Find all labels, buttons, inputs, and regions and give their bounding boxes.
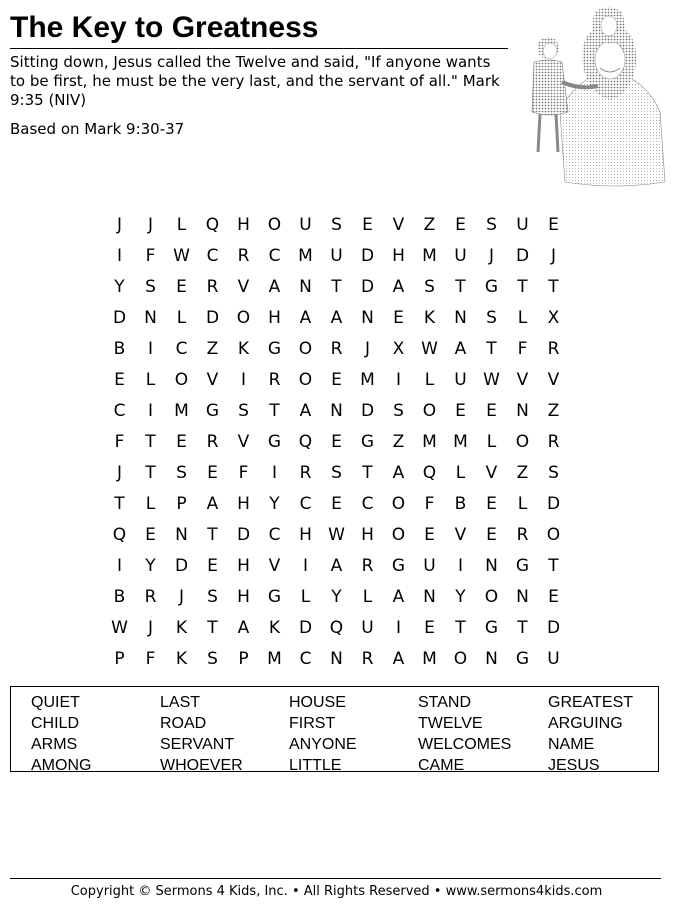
grid-letter: N	[516, 401, 529, 421]
grid-letter: T	[455, 277, 466, 297]
grid-letter: E	[424, 525, 435, 545]
grid-letter: I	[116, 556, 122, 576]
grid-letter: T	[145, 432, 156, 452]
grid-letter: M	[298, 246, 313, 266]
grid-letter: O	[453, 649, 468, 669]
grid-letter: Q	[422, 463, 437, 483]
grid-letter: I	[302, 556, 308, 576]
grid-letter: V	[547, 370, 560, 390]
grid-letter: A	[330, 308, 343, 328]
word-list-box	[10, 686, 659, 772]
grid-letter: G	[515, 556, 530, 576]
word-list-item: ARGUING	[548, 715, 623, 732]
word-list-item: CHILD	[31, 715, 80, 732]
grid-letter: B	[454, 494, 467, 514]
grid-letter: Q	[298, 432, 313, 452]
grid-letter: N	[485, 556, 498, 576]
grid-letter: F	[238, 463, 249, 483]
grid-letter: S	[238, 401, 249, 421]
copyright-footer: Copyright © Sermons 4 Kids, Inc. • All Rights Reserved • www.sermons4kids.com	[70, 884, 603, 899]
grid-letter: A	[299, 401, 312, 421]
grid-letter: Z	[423, 215, 436, 235]
grid-row	[104, 272, 569, 303]
grid-letter: I	[395, 370, 401, 390]
grid-letter: N	[330, 649, 343, 669]
grid-letter: S	[207, 587, 218, 607]
grid-row	[104, 582, 569, 613]
grid-letter: K	[175, 618, 188, 638]
grid-letter: U	[299, 215, 312, 235]
word-list-item: JESUS	[548, 757, 600, 774]
word-list-item: ROAD	[160, 715, 207, 732]
grid-letter: A	[392, 649, 405, 669]
grid-letter: O	[515, 432, 530, 452]
grid-letter: T	[517, 618, 528, 638]
grid-letter: D	[360, 277, 375, 297]
grid-letter: J	[116, 463, 122, 483]
grid-letter: E	[393, 308, 404, 328]
grid-letter: S	[331, 215, 342, 235]
grid-letter: R	[516, 525, 529, 545]
grid-letter: T	[548, 277, 559, 297]
word-list-column	[31, 692, 91, 776]
grid-letter: E	[455, 401, 466, 421]
grid-row	[104, 303, 569, 334]
word-list-column	[418, 692, 511, 776]
word-list-item: FIRST	[289, 715, 336, 732]
grid-letter: U	[454, 370, 467, 390]
grid-letter: T	[517, 277, 528, 297]
grid-letter: Y	[455, 587, 466, 607]
grid-letter: Z	[547, 401, 560, 421]
grid-letter: R	[144, 587, 157, 607]
grid-letter: E	[114, 370, 125, 390]
grid-letter: K	[268, 618, 281, 638]
word-list-item: ANYONE	[289, 736, 357, 753]
grid-letter: J	[178, 587, 184, 607]
grid-letter: N	[330, 401, 343, 421]
grid-letter: M	[360, 370, 375, 390]
grid-letter: I	[116, 246, 122, 266]
grid-letter: G	[360, 432, 375, 452]
grid-row	[104, 520, 569, 551]
grid-letter: M	[422, 246, 437, 266]
word-list-item: STAND	[418, 694, 472, 711]
grid-letter: E	[548, 587, 559, 607]
grid-letter: D	[112, 308, 127, 328]
grid-letter: H	[361, 525, 374, 545]
grid-letter: I	[395, 618, 401, 638]
grid-letter: O	[267, 215, 282, 235]
grid-letter: U	[516, 215, 529, 235]
grid-letter: U	[423, 556, 436, 576]
grid-letter: C	[299, 494, 312, 514]
grid-letter: E	[207, 556, 218, 576]
grid-letter: V	[206, 370, 219, 390]
grid-letter: A	[392, 463, 405, 483]
grid-letter: G	[267, 587, 282, 607]
grid-letter: I	[271, 463, 277, 483]
grid-letter: T	[362, 463, 373, 483]
grid-letter: A	[330, 556, 343, 576]
grid-letter: E	[331, 370, 342, 390]
grid-letter: N	[423, 587, 436, 607]
grid-letter: F	[114, 432, 125, 452]
grid-letter: G	[205, 401, 220, 421]
grid-letter: O	[298, 370, 313, 390]
grid-letter: L	[517, 308, 528, 328]
grid-letter: J	[550, 246, 556, 266]
grid-letter: V	[237, 277, 250, 297]
grid-letter: O	[174, 370, 189, 390]
grid-letter: U	[330, 246, 343, 266]
grid-letter: D	[546, 494, 561, 514]
grid-letter: G	[484, 618, 499, 638]
grid-row	[104, 613, 569, 644]
grid-letter: Q	[329, 618, 344, 638]
grid-letter: J	[364, 339, 370, 359]
grid-letter: S	[424, 277, 435, 297]
word-list-item: QUIET	[31, 694, 80, 711]
grid-letter: T	[207, 618, 218, 638]
word-list-item: AMONG	[31, 757, 92, 774]
grid-letter: D	[174, 556, 189, 576]
grid-letter: S	[145, 277, 156, 297]
word-list-item: WELCOMES	[418, 736, 512, 753]
word-list-column	[160, 692, 243, 776]
grid-letter: A	[454, 339, 467, 359]
grid-letter: R	[237, 246, 250, 266]
grid-letter: W	[111, 618, 128, 638]
grid-letter: E	[145, 525, 156, 545]
word-list-item: WHOEVER	[160, 757, 243, 774]
grid-letter: K	[237, 339, 250, 359]
grid-letter: W	[328, 525, 345, 545]
word-list-column	[289, 692, 357, 776]
grid-letter: P	[176, 494, 187, 514]
grid-row	[104, 551, 569, 582]
grid-letter: D	[546, 618, 561, 638]
grid-letter: O	[546, 525, 561, 545]
grid-letter: T	[207, 525, 218, 545]
grid-row	[104, 458, 569, 489]
word-list-item: ARMS	[31, 736, 78, 753]
grid-letter: E	[486, 525, 497, 545]
grid-letter: T	[548, 556, 559, 576]
grid-letter: O	[391, 494, 406, 514]
word-list-column	[548, 692, 633, 776]
grid-letter: T	[486, 339, 497, 359]
grid-row	[104, 210, 569, 241]
grid-letter: J	[147, 215, 153, 235]
grid-letter: S	[207, 649, 218, 669]
word-search-grid	[104, 210, 569, 675]
grid-letter: C	[175, 339, 188, 359]
grid-letter: N	[516, 587, 529, 607]
grid-letter: A	[268, 277, 281, 297]
grid-letter: U	[454, 246, 467, 266]
grid-letter: I	[147, 339, 153, 359]
grid-letter: H	[392, 246, 405, 266]
grid-letter: S	[486, 215, 497, 235]
grid-letter: C	[268, 246, 281, 266]
grid-letter: R	[206, 432, 219, 452]
grid-letter: E	[331, 494, 342, 514]
grid-letter: E	[176, 277, 187, 297]
grid-letter: J	[147, 618, 153, 638]
grid-letter: V	[392, 215, 405, 235]
grid-letter: L	[486, 432, 497, 452]
grid-letter: E	[548, 215, 559, 235]
grid-letter: N	[175, 525, 188, 545]
grid-letter: C	[268, 525, 281, 545]
grid-letter: L	[362, 587, 373, 607]
grid-letter: T	[114, 494, 125, 514]
grid-letter: U	[361, 618, 374, 638]
grid-letter: Y	[145, 556, 156, 576]
grid-row	[104, 644, 569, 675]
grid-letter: U	[547, 649, 560, 669]
grid-letter: N	[144, 308, 157, 328]
grid-letter: V	[454, 525, 467, 545]
grid-letter: X	[392, 339, 405, 359]
grid-letter: R	[547, 432, 560, 452]
grid-letter: T	[145, 463, 156, 483]
grid-letter: S	[331, 463, 342, 483]
grid-letter: A	[206, 494, 219, 514]
grid-letter: S	[176, 463, 187, 483]
grid-letter: Y	[269, 494, 280, 514]
grid-letter: O	[484, 587, 499, 607]
word-list-item: TWELVE	[418, 715, 483, 732]
scripture-verse: Sitting down, Jesus called the Twelve and said, "If anyone wants to be first, he must be the very last, and the servant of all." Mark 9:35 (NIV)	[10, 53, 500, 109]
grid-letter: T	[331, 277, 342, 297]
grid-letter: Z	[206, 339, 219, 359]
grid-letter: D	[360, 401, 375, 421]
scripture-reference: Based on Mark 9:30-37	[10, 120, 185, 138]
grid-letter: L	[145, 370, 156, 390]
grid-letter: G	[391, 556, 406, 576]
grid-letter: H	[237, 587, 250, 607]
grid-letter: K	[423, 308, 436, 328]
grid-letter: G	[267, 432, 282, 452]
grid-letter: Z	[392, 432, 405, 452]
grid-letter: E	[424, 618, 435, 638]
word-list-item: HOUSE	[289, 694, 346, 711]
grid-letter: E	[331, 432, 342, 452]
grid-letter: I	[457, 556, 463, 576]
grid-letter: Y	[331, 587, 342, 607]
grid-letter: C	[113, 401, 126, 421]
grid-letter: E	[486, 494, 497, 514]
grid-letter: R	[268, 370, 281, 390]
grid-letter: H	[237, 494, 250, 514]
title-divider	[10, 48, 508, 49]
grid-letter: E	[176, 432, 187, 452]
grid-letter: L	[455, 463, 466, 483]
grid-letter: A	[299, 308, 312, 328]
grid-letter: C	[361, 494, 374, 514]
grid-letter: M	[422, 649, 437, 669]
grid-letter: A	[392, 587, 405, 607]
grid-letter: L	[517, 494, 528, 514]
grid-letter: G	[484, 277, 499, 297]
grid-letter: V	[516, 370, 529, 390]
word-list-item: CAME	[418, 757, 465, 774]
grid-row	[104, 396, 569, 427]
grid-letter: H	[299, 525, 312, 545]
grid-letter: N	[299, 277, 312, 297]
grid-letter: L	[176, 215, 187, 235]
grid-letter: T	[269, 401, 280, 421]
grid-row	[104, 427, 569, 458]
grid-letter: T	[455, 618, 466, 638]
grid-letter: F	[424, 494, 435, 514]
grid-letter: Q	[112, 525, 127, 545]
grid-letter: P	[114, 649, 125, 669]
grid-row	[104, 334, 569, 365]
grid-letter: E	[486, 401, 497, 421]
grid-letter: V	[268, 556, 281, 576]
grid-letter: L	[176, 308, 187, 328]
grid-letter: D	[236, 525, 251, 545]
grid-letter: D	[515, 246, 530, 266]
grid-row	[104, 489, 569, 520]
grid-row	[104, 241, 569, 272]
grid-letter: O	[391, 525, 406, 545]
grid-letter: H	[237, 215, 250, 235]
grid-letter: F	[145, 649, 156, 669]
grid-letter: R	[361, 556, 374, 576]
grid-letter: D	[298, 618, 313, 638]
grid-letter: F	[517, 339, 528, 359]
grid-letter: G	[515, 649, 530, 669]
grid-letter: J	[488, 246, 494, 266]
grid-letter: M	[453, 432, 468, 452]
grid-letter: L	[300, 587, 311, 607]
grid-letter: C	[299, 649, 312, 669]
grid-letter: B	[113, 339, 126, 359]
grid-letter: N	[454, 308, 467, 328]
grid-letter: Z	[516, 463, 529, 483]
word-list-item: NAME	[548, 736, 595, 753]
grid-letter: A	[237, 618, 250, 638]
grid-letter: O	[422, 401, 437, 421]
grid-letter: H	[268, 308, 281, 328]
grid-letter: L	[424, 370, 435, 390]
grid-letter: E	[455, 215, 466, 235]
grid-letter: R	[361, 649, 374, 669]
grid-letter: W	[421, 339, 438, 359]
word-list-item: LAST	[160, 694, 201, 711]
grid-letter: F	[145, 246, 156, 266]
grid-letter: N	[361, 308, 374, 328]
grid-letter: C	[206, 246, 219, 266]
grid-letter: G	[267, 339, 282, 359]
grid-letter: R	[299, 463, 312, 483]
grid-letter: S	[548, 463, 559, 483]
grid-letter: D	[360, 246, 375, 266]
grid-letter: Q	[205, 215, 220, 235]
grid-letter: R	[547, 339, 560, 359]
word-list-item: GREATEST	[548, 694, 634, 711]
grid-row	[104, 365, 569, 396]
grid-letter: W	[173, 246, 190, 266]
grid-letter: Y	[114, 277, 125, 297]
grid-letter: S	[486, 308, 497, 328]
grid-letter: D	[205, 308, 220, 328]
grid-letter: J	[116, 215, 122, 235]
grid-letter: V	[485, 463, 498, 483]
grid-letter: O	[236, 308, 251, 328]
grid-letter: M	[267, 649, 282, 669]
page-title: The Key to Greatness	[10, 11, 319, 44]
grid-letter: I	[147, 401, 153, 421]
grid-letter: A	[392, 277, 405, 297]
grid-letter: V	[237, 432, 250, 452]
word-list-item: SERVANT	[160, 736, 235, 753]
grid-letter: N	[485, 649, 498, 669]
grid-letter: P	[238, 649, 249, 669]
grid-letter: S	[393, 401, 404, 421]
grid-letter: K	[175, 649, 188, 669]
grid-letter: X	[547, 308, 560, 328]
grid-letter: E	[362, 215, 373, 235]
footer-divider	[10, 878, 661, 879]
grid-letter: O	[298, 339, 313, 359]
grid-letter: I	[240, 370, 246, 390]
grid-letter: L	[145, 494, 156, 514]
grid-letter: R	[206, 277, 219, 297]
grid-letter: W	[483, 370, 500, 390]
grid-letter: E	[207, 463, 218, 483]
grid-letter: M	[174, 401, 189, 421]
jesus-with-children-illustration	[520, 2, 670, 190]
grid-letter: B	[113, 587, 126, 607]
grid-letter: R	[330, 339, 343, 359]
grid-letter: H	[237, 556, 250, 576]
grid-letter: M	[422, 432, 437, 452]
word-list-item: LITTLE	[289, 757, 342, 774]
